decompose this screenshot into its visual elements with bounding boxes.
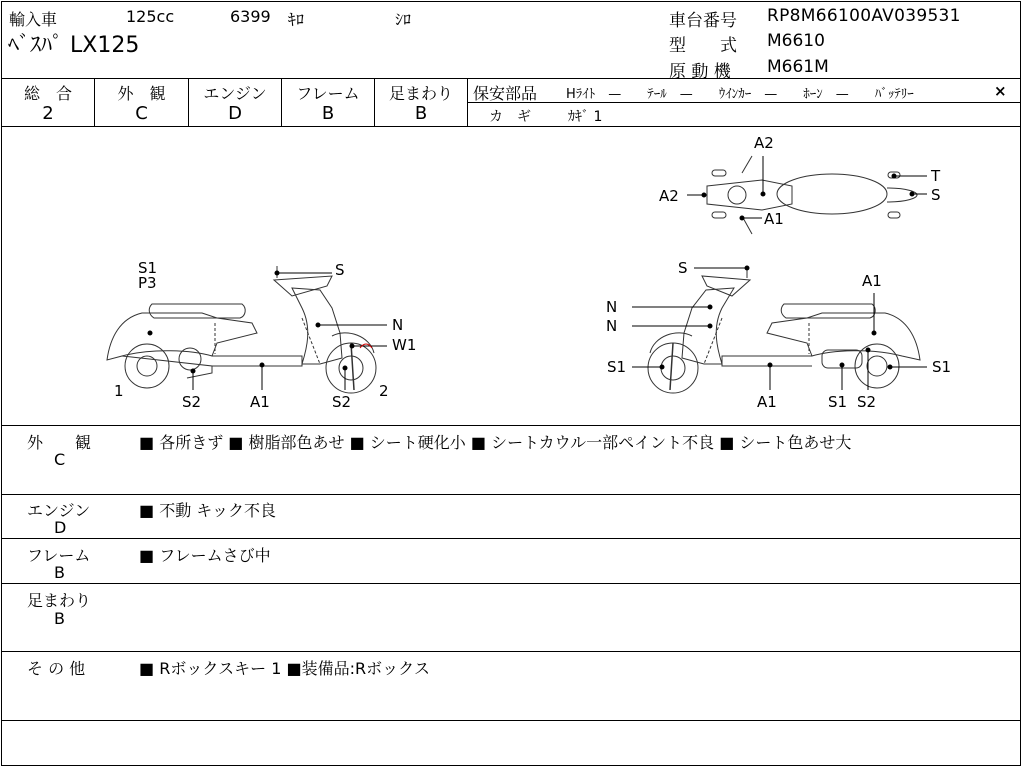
label-2: 2 [379, 382, 389, 400]
divider [467, 102, 1020, 103]
scooter-diagram [2, 128, 1020, 426]
engine-value: M661M [767, 57, 829, 77]
left-view-labels [114, 259, 416, 411]
safety-label: 保安部品 [473, 84, 538, 103]
label-s1: S1 [138, 259, 158, 277]
section-frame-label: フレーム [27, 546, 91, 565]
label-a2: A2 [659, 187, 679, 205]
label-a1: A1 [250, 393, 270, 411]
mileage: 6399 [230, 7, 271, 26]
divider [2, 425, 1020, 426]
label-a1: A1 [862, 272, 882, 290]
grade-suspension-value: B [414, 103, 428, 124]
frame-no-label: 車台番号 [669, 11, 737, 31]
mileage-unit: ｷﾛ [288, 10, 305, 29]
divider [2, 720, 1020, 721]
divider [2, 78, 1020, 79]
safety-items: Hﾗｲﾄ — ﾃｰﾙ — ｳｲﾝｶｰ — ﾎｰﾝ — ﾊﾞｯﾃﾘｰ [566, 87, 914, 102]
section-exterior-grade: C [54, 450, 66, 469]
label-s2: S2 [857, 393, 877, 411]
grade-suspension-label: 足まわり [388, 84, 453, 103]
section-exterior-label: 外 観 [27, 433, 92, 452]
label-a1: A1 [757, 393, 777, 411]
section-engine-text: ■ 不動 キック不良 [139, 501, 276, 520]
label-s: S [678, 259, 688, 277]
frame-no: RP8M66100AV039531 [767, 6, 961, 26]
grade-engine-value: D [228, 103, 242, 124]
key-value: ｶｷﾞ 1 [568, 109, 603, 125]
label-a2: A2 [754, 134, 774, 152]
section-other-text: ■ Rボックスキー 1 ■装備品:Rボックス [139, 659, 430, 678]
label-s: S [931, 186, 941, 204]
grade-exterior-label: 外 観 [117, 84, 166, 103]
left-view-callouts [148, 271, 387, 390]
grade-total-label: 総 合 [23, 84, 72, 103]
displacement: 125cc [126, 7, 175, 26]
grade-frame-label: フレーム [296, 84, 360, 103]
label-n: N [606, 298, 618, 316]
inspection-sheet [1, 1, 1021, 766]
section-exterior-text: ■ 各所きず ■ 樹脂部色あせ ■ シート硬化小 ■ シートカウル一部ペイント不良 ■ シート色あせ大 [139, 433, 852, 452]
label-a1: A1 [764, 210, 784, 228]
grade-exterior-value: C [135, 103, 148, 124]
divider [2, 538, 1020, 539]
type-label: 型 式 [669, 36, 737, 56]
section-engine-grade: D [54, 518, 67, 537]
label-n: N [606, 317, 618, 335]
label-t: T [931, 167, 941, 185]
top-view-scooter [707, 156, 917, 234]
label-n: N [392, 316, 404, 334]
right-view-callouts [632, 266, 927, 390]
divider [2, 583, 1020, 584]
divider [2, 651, 1020, 652]
section-frame-grade: B [54, 563, 65, 582]
label-s1: S1 [828, 393, 848, 411]
engine-label: 原 動 機 [669, 62, 731, 82]
label-s: S [335, 261, 345, 279]
label-s2: S2 [182, 393, 202, 411]
type-value: M6610 [767, 31, 825, 51]
label-w1: W1 [392, 336, 417, 354]
grade-engine-label: エンジン [203, 84, 267, 103]
label-s1: S1 [932, 358, 952, 376]
label-p3: P3 [138, 274, 157, 292]
grade-frame-value: B [321, 103, 335, 124]
divider [2, 126, 1020, 127]
section-suspension-grade: B [54, 609, 65, 628]
grade-total-value: 2 [42, 103, 54, 124]
section-other-label: そ の 他 [27, 659, 86, 678]
label-s1: S1 [607, 358, 627, 376]
label-s2: S2 [332, 393, 352, 411]
divider [2, 494, 1020, 495]
section-engine-label: エンジン [27, 501, 91, 520]
battery-mark: × [994, 82, 1007, 100]
model-name: ﾍﾞｽﾊﾟ LX125 [8, 33, 140, 58]
divider [467, 78, 468, 126]
key-label: カ ギ [489, 109, 531, 125]
section-suspension-label: 足まわり [27, 591, 92, 610]
section-frame-text: ■ フレームさび中 [139, 546, 271, 565]
import-label: 輸入車 [9, 10, 58, 29]
label-1: 1 [114, 382, 124, 400]
top-view-labels [659, 134, 941, 228]
color: ｼﾛ [395, 10, 412, 29]
